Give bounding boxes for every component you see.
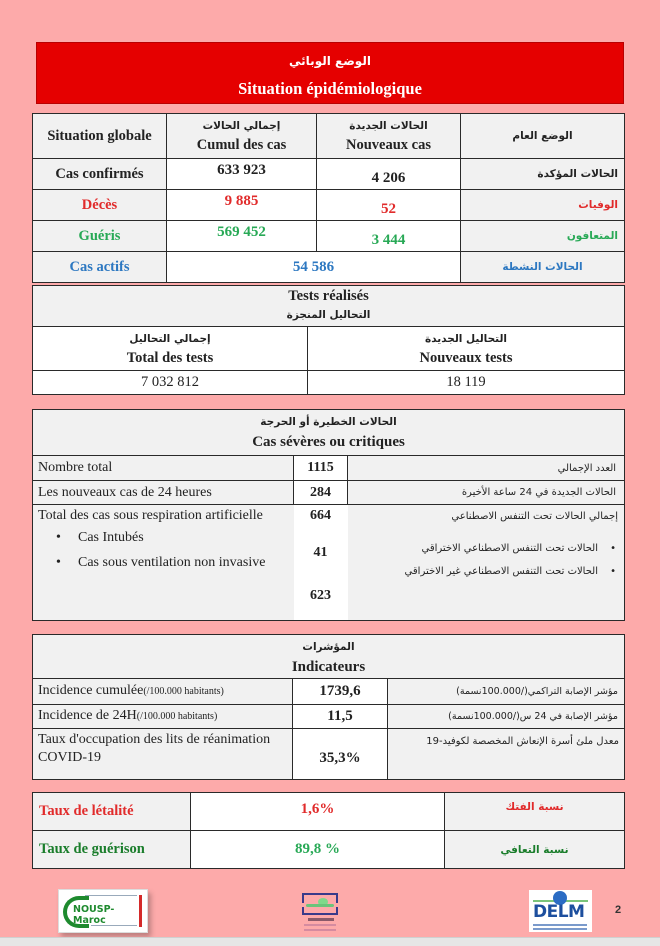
severe-new24h-label-fr: Les nouveaux cas de 24 heures	[33, 481, 294, 505]
indicators-table	[32, 634, 625, 780]
incidence-24h-label-ar: مؤشر الإصابة في 24 س(/100.000نسمة)	[388, 705, 625, 729]
incidence-24h-label-fr	[33, 705, 293, 729]
incidence-cumul-label-fr	[33, 679, 293, 705]
severe-total-label-fr: Nombre total	[33, 456, 294, 481]
bullet-icon: •	[610, 566, 617, 577]
ventilation-labels-ar	[348, 505, 625, 621]
noninvasive-item-fr	[38, 554, 289, 571]
severe-total-label-ar: العدد الإجمالي	[348, 456, 625, 481]
severe-new24h-value: 284	[294, 481, 348, 505]
intubated-label-ar: الحالات تحت التنفس الاصطناعي الاختراقي	[421, 543, 599, 554]
label-active-fr: Cas actifs	[33, 252, 167, 283]
tests-new-fr: Nouveaux tests	[419, 349, 513, 366]
delm-logo	[529, 890, 592, 932]
bullet-icon: •	[56, 530, 61, 545]
ministry-of-health-logo	[300, 891, 340, 935]
ventilation-labels-fr	[33, 505, 294, 621]
noninvasive-label-ar: الحالات تحت التنفس الاصطناعي غير الاختراقي	[404, 566, 599, 577]
tests-total-ar: إجمالي التحاليل	[129, 332, 211, 345]
global-situation-table	[32, 113, 625, 283]
table-row-deaths	[33, 190, 625, 221]
deaths-new: 52	[317, 190, 461, 221]
tests-table	[32, 285, 625, 395]
icu-occupancy-label-ar: معدل ملئ أسرة الإنعاش المخصصة لكوفيد-19	[388, 729, 625, 780]
tests-total-fr: Total des tests	[126, 349, 214, 366]
indicators-title-fr: Indicateurs	[291, 658, 366, 675]
label-confirmed-fr: Cas confirmés	[33, 159, 167, 190]
header-general-ar: الوضع العام	[461, 114, 625, 159]
tests-total-value: 7 032 812	[33, 371, 308, 395]
bottom-strip	[0, 937, 660, 946]
tests-new-value: 18 119	[308, 371, 625, 395]
table-row-lethality	[33, 793, 625, 831]
rates-table	[32, 792, 625, 869]
deaths-cumul: 9 885	[167, 190, 317, 221]
tests-new-header	[308, 327, 625, 371]
confirmed-new: 4 206	[317, 159, 461, 190]
recovery-label-ar: نسبة التعافي	[445, 831, 625, 869]
incidence-24h-label-main: Incidence de 24H	[38, 708, 137, 723]
logo-text-line	[533, 928, 587, 930]
indicators-title-ar: المؤشرات	[302, 640, 355, 653]
tests-title-ar: التحاليل المنجزة	[286, 309, 371, 321]
noninvasive-item-ar	[354, 560, 619, 584]
ventilation-total-value: 664	[310, 508, 331, 523]
severe-new24h-label-ar: الحالات الجديدة في 24 ساعة الأخيرة	[348, 481, 625, 505]
noninvasive-value: 623	[310, 588, 331, 603]
incidence-24h-value: 11,5	[293, 705, 388, 729]
title-banner	[36, 42, 624, 104]
table-row-ventilation	[33, 505, 625, 621]
lethality-value: 1,6%	[191, 793, 445, 831]
ventilation-total-label-fr: Total des cas sous respiration artificielle	[38, 508, 263, 523]
recovered-cumul: 569 452	[167, 221, 317, 252]
title-french: Situation épidémiologique	[238, 79, 422, 98]
header-cumul-fr: Cumul des cas	[196, 137, 287, 153]
recovery-value: 89,8 %	[191, 831, 445, 869]
logo-text-line	[533, 924, 587, 926]
header-situation-globale: Situation globale	[33, 114, 167, 159]
noninvasive-label-fr: Cas sous ventilation non invasive	[78, 555, 266, 570]
label-confirmed-ar: الحالات المؤكدة	[461, 159, 625, 190]
tests-total-header	[33, 327, 308, 371]
page-number: 2	[615, 904, 622, 916]
title-arabic: الوضع الوبائي	[289, 54, 371, 68]
icu-occupancy-label-fr: Taux d'occupation des lits de réanimation COVID-19	[33, 729, 293, 780]
tests-title-fr: Tests réalisés	[288, 288, 369, 304]
table-row-icu-occupancy	[33, 729, 625, 780]
severe-total-value: 1115	[294, 456, 348, 481]
label-recovered-ar: المتعافون	[461, 221, 625, 252]
logo-bar-icon	[139, 895, 142, 927]
label-recovered-fr: Guéris	[33, 221, 167, 252]
table-row-incidence-cumul	[33, 679, 625, 705]
logo-text-line	[308, 918, 334, 921]
incidence-cumul-label-unit: (/100.000 habitants)	[143, 686, 224, 697]
table-row-incidence-24h	[33, 705, 625, 729]
logo-line	[91, 925, 137, 927]
incidence-24h-label-unit: (/100.000 habitants)	[136, 711, 218, 722]
table-row-recovered	[33, 221, 625, 252]
intubated-value: 41	[313, 545, 328, 560]
table-row-active	[33, 252, 625, 283]
intubated-item-ar	[354, 538, 619, 560]
header-cumul	[167, 114, 317, 159]
tests-title	[33, 286, 625, 327]
table-row-recovery	[33, 831, 625, 869]
severe-title	[33, 410, 625, 456]
recovered-new: 3 444	[317, 221, 461, 252]
nousp-logo-text: NOUSP-Maroc	[73, 904, 115, 926]
incidence-cumul-label-ar: مؤشر الإصابة التراكمي(/100.000نسمة)	[388, 679, 625, 705]
label-deaths-ar: الوفيات	[461, 190, 625, 221]
nousp-maroc-logo	[58, 889, 148, 933]
intubated-label-fr: Cas Intubés	[78, 530, 144, 545]
active-value: 54 586	[167, 252, 461, 283]
recovery-label-fr: Taux de guérison	[33, 831, 191, 869]
header-nouveaux-fr: Nouveaux cas	[346, 137, 431, 153]
logo-frame-icon	[302, 907, 338, 915]
ventilation-values	[294, 505, 348, 621]
logo-text-line	[304, 924, 336, 926]
bullet-icon: •	[610, 543, 617, 554]
table-row-new24h	[33, 481, 625, 505]
delm-logo-text: DELM	[533, 902, 585, 922]
lethality-label-ar: نسبة الفتك	[445, 793, 625, 831]
tests-new-ar: التحاليل الجديدة	[425, 332, 507, 345]
severe-title-fr: Cas sévères ou critiques	[252, 433, 405, 450]
logo-text-line	[304, 929, 336, 931]
ventilation-total-label-ar: إجمالي الحالات تحت التنفس الاصطناعي	[451, 511, 619, 522]
incidence-cumul-value: 1739,6	[293, 679, 388, 705]
header-nouveaux-ar: الحالات الجديدة	[349, 120, 428, 132]
logo-line	[85, 895, 137, 897]
icu-occupancy-value: 35,3%	[293, 729, 388, 780]
incidence-cumul-label-main: Incidence cumulée	[38, 683, 144, 698]
intubated-item-fr	[38, 529, 289, 546]
header-nouveaux	[317, 114, 461, 159]
lethality-label-fr: Taux de létalité	[33, 793, 191, 831]
confirmed-cumul: 633 923	[167, 159, 317, 190]
indicators-title	[33, 635, 625, 679]
header-cumul-ar: إجمالي الحالات	[202, 120, 281, 132]
label-deaths-fr: Décès	[33, 190, 167, 221]
bullet-icon: •	[56, 555, 61, 570]
table-row-confirmed	[33, 159, 625, 190]
severe-cases-table	[32, 409, 625, 621]
table-row-total	[33, 456, 625, 481]
severe-title-ar: الحالات الخطيرة أو الحرجة	[260, 415, 397, 428]
label-active-ar: الحالات النشطة	[461, 252, 625, 283]
